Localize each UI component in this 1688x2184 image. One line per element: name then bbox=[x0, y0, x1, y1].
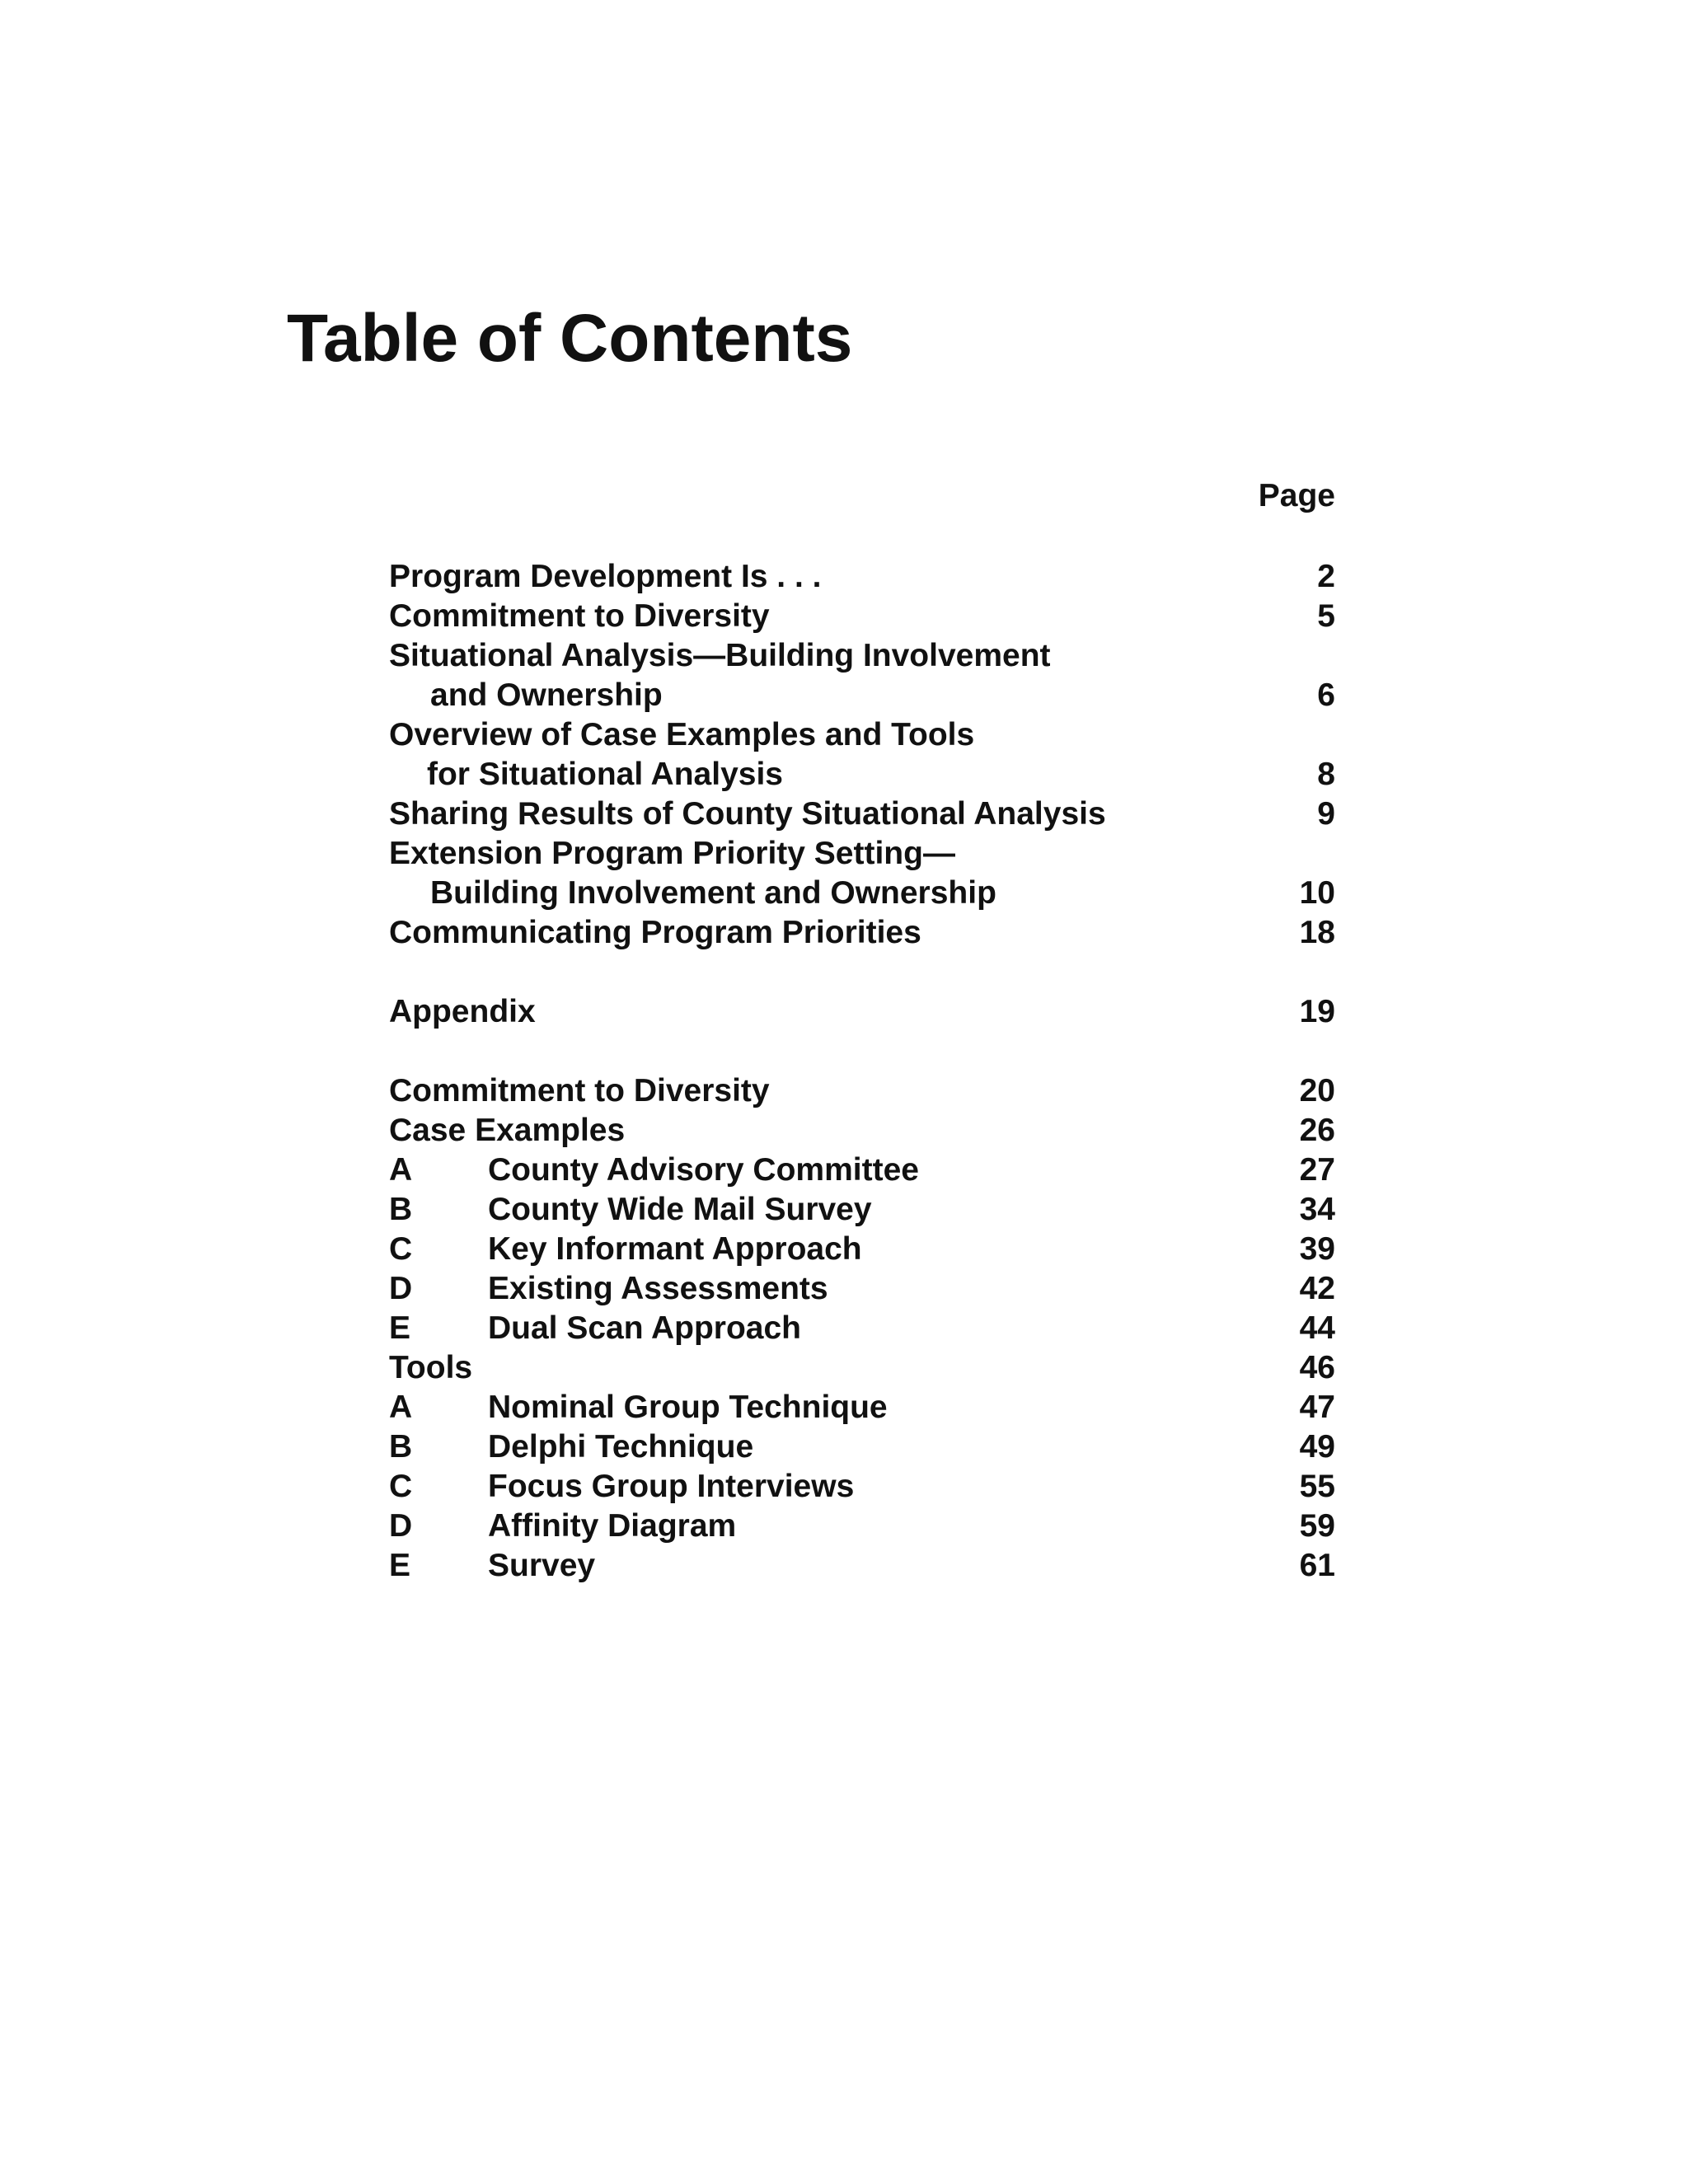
toc-entry-continuation bbox=[389, 874, 1335, 913]
toc-entry bbox=[389, 1071, 1335, 1111]
toc-entry-page: 18 bbox=[1299, 915, 1335, 950]
toc-entry-page: 44 bbox=[1299, 1310, 1335, 1346]
toc-tool-item bbox=[389, 1427, 1335, 1467]
toc-appendix-entry bbox=[389, 992, 1335, 1032]
toc-entry-title: Extension Program Priority Setting— bbox=[389, 836, 955, 871]
toc-entry-page: 46 bbox=[1299, 1350, 1335, 1385]
toc-entry-title: Overview of Case Examples and Tools bbox=[389, 717, 975, 752]
toc-case-item bbox=[389, 1190, 1335, 1230]
toc-section-tools bbox=[389, 1348, 1335, 1388]
toc-entry-title: Case Examples bbox=[389, 1113, 626, 1148]
toc-entry bbox=[389, 636, 1335, 676]
toc-item-letter: D bbox=[389, 1508, 413, 1544]
toc-entry-page: 61 bbox=[1299, 1548, 1335, 1583]
toc-item-title: Delphi Technique bbox=[488, 1429, 754, 1465]
toc-entry-page: 39 bbox=[1299, 1231, 1335, 1267]
toc-tool-item bbox=[389, 1546, 1335, 1586]
page-column-header: Page bbox=[1258, 478, 1335, 513]
toc-entry-page: 9 bbox=[1317, 796, 1335, 832]
toc-item-letter: E bbox=[389, 1310, 411, 1346]
toc-entry-continuation bbox=[389, 676, 1335, 715]
toc-item-letter: B bbox=[389, 1192, 413, 1227]
toc-case-item bbox=[389, 1309, 1335, 1348]
toc-entry-title: Commitment to Diversity bbox=[389, 1073, 770, 1108]
toc-case-item bbox=[389, 1230, 1335, 1269]
toc-tool-item bbox=[389, 1388, 1335, 1427]
toc-entry-page: 55 bbox=[1299, 1469, 1335, 1504]
toc-item-letter: E bbox=[389, 1548, 411, 1583]
toc-entry bbox=[389, 597, 1335, 636]
spacer bbox=[389, 953, 1335, 992]
toc-entry bbox=[389, 794, 1335, 834]
toc-item-title: Key Informant Approach bbox=[488, 1231, 862, 1267]
toc-entry-title: Sharing Results of County Situational Analysis bbox=[389, 796, 1106, 832]
toc-entry bbox=[389, 557, 1335, 597]
toc-entry-page: 26 bbox=[1299, 1113, 1335, 1148]
toc-item-title: Nominal Group Technique bbox=[488, 1390, 888, 1425]
page-title: Table of Contents bbox=[287, 301, 853, 376]
toc-section-case-examples bbox=[389, 1111, 1335, 1151]
toc-entry-title: Building Involvement and Ownership bbox=[430, 875, 996, 911]
toc-item-letter: C bbox=[389, 1231, 413, 1267]
toc-case-item bbox=[389, 1269, 1335, 1309]
toc-item-title: Existing Assessments bbox=[488, 1271, 828, 1306]
toc-entry-title: Commitment to Diversity bbox=[389, 598, 770, 634]
table-of-contents bbox=[389, 557, 1335, 1586]
toc-entry-page: 42 bbox=[1299, 1271, 1335, 1306]
toc-entry-page: 34 bbox=[1299, 1192, 1335, 1227]
toc-entry-continuation bbox=[389, 755, 1335, 794]
toc-tool-item bbox=[389, 1467, 1335, 1507]
toc-entry-page: 59 bbox=[1299, 1508, 1335, 1544]
toc-item-title: County Advisory Committee bbox=[488, 1152, 919, 1188]
toc-entry-title: Situational Analysis—Building Involvement bbox=[389, 638, 1051, 673]
toc-item-title: Dual Scan Approach bbox=[488, 1310, 801, 1346]
toc-item-title: Focus Group Interviews bbox=[488, 1469, 855, 1504]
toc-entry bbox=[389, 834, 1335, 874]
toc-item-letter: D bbox=[389, 1271, 413, 1306]
toc-entry-title: Communicating Program Priorities bbox=[389, 915, 921, 950]
toc-entry-page: 19 bbox=[1299, 994, 1335, 1029]
toc-entry-page: 10 bbox=[1299, 875, 1335, 911]
toc-item-letter: C bbox=[389, 1469, 413, 1504]
toc-entry-page: 8 bbox=[1317, 757, 1335, 792]
toc-item-title: Affinity Diagram bbox=[488, 1508, 737, 1544]
toc-entry-title: Appendix bbox=[389, 994, 536, 1029]
toc-item-letter: B bbox=[389, 1429, 413, 1465]
toc-entry-page: 2 bbox=[1317, 559, 1335, 594]
toc-entry-page: 49 bbox=[1299, 1429, 1335, 1465]
toc-item-title: Survey bbox=[488, 1548, 596, 1583]
toc-tool-item bbox=[389, 1507, 1335, 1546]
toc-entry-page: 20 bbox=[1299, 1073, 1335, 1108]
toc-entry-title: Tools bbox=[389, 1350, 473, 1385]
toc-entry-page: 47 bbox=[1299, 1390, 1335, 1425]
toc-entry bbox=[389, 715, 1335, 755]
toc-entry bbox=[389, 913, 1335, 953]
toc-item-letter: A bbox=[389, 1152, 413, 1188]
toc-entry-title: and Ownership bbox=[430, 677, 663, 713]
toc-entry-title: for Situational Analysis bbox=[427, 757, 783, 792]
toc-entry-page: 6 bbox=[1317, 677, 1335, 713]
toc-item-title: County Wide Mail Survey bbox=[488, 1192, 872, 1227]
toc-entry-page: 27 bbox=[1299, 1152, 1335, 1188]
toc-item-letter: A bbox=[389, 1390, 413, 1425]
toc-case-item bbox=[389, 1151, 1335, 1190]
toc-entry-title: Program Development Is . . . bbox=[389, 559, 822, 594]
spacer bbox=[389, 1032, 1335, 1071]
toc-entry-page: 5 bbox=[1317, 598, 1335, 634]
